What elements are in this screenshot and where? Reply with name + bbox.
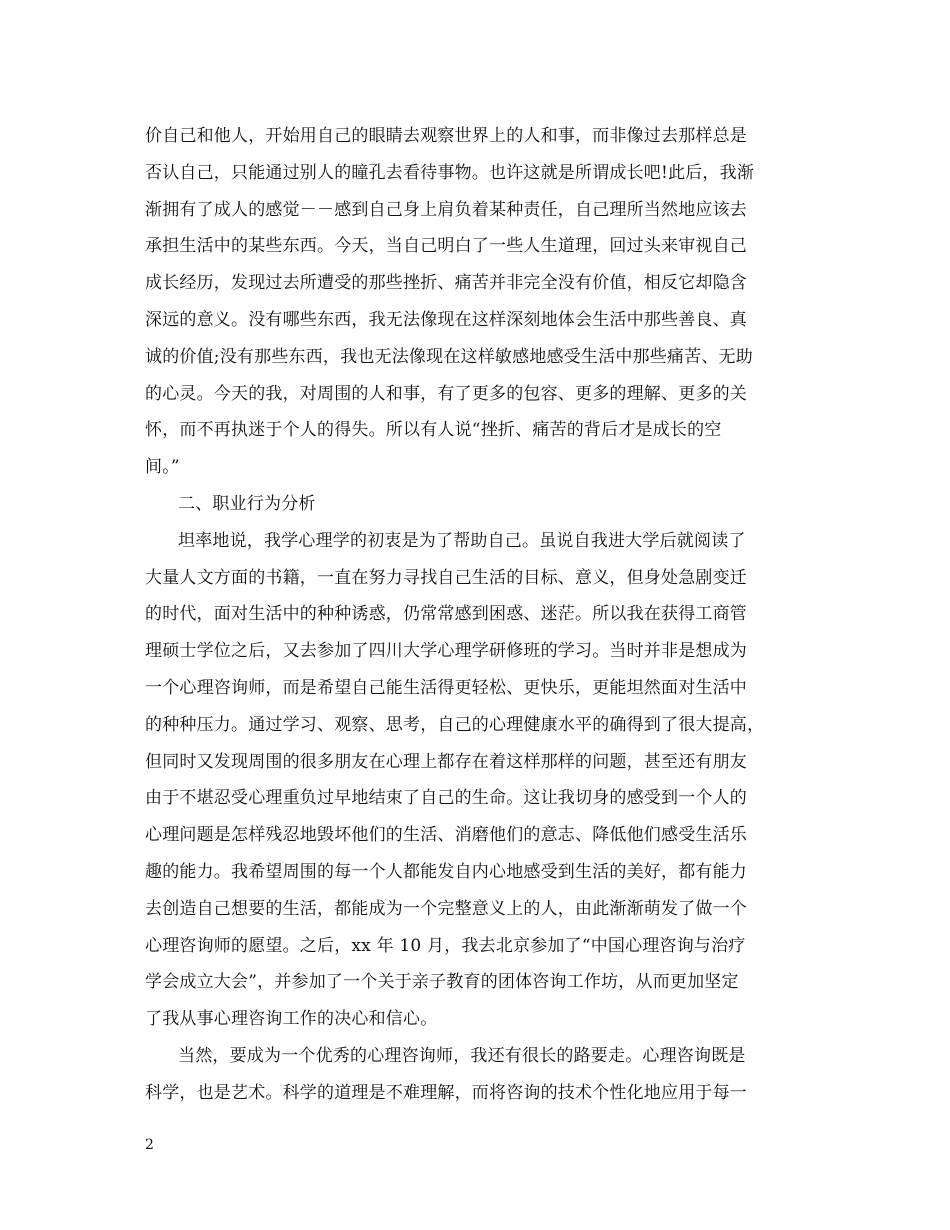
text-line: 心理咨询师的愿望。之后，xx 年 10 月，我去北京参加了“中国心理咨询与治疗: [145, 935, 746, 956]
text-line: 的心灵。今天的我，对周围的人和事，有了更多的包容、更多的理解、更多的关: [145, 383, 747, 404]
text-line: 的种种压力。通过学习、观察、思考，自己的心理健康水平的确得到了很大提高，: [145, 714, 765, 735]
text-line: 趣的能力。我希望周围的每一个人都能发自内心地感受到生活的美好，都有能力: [145, 861, 747, 882]
paragraph-first-line: 当然，要成为一个优秀的心理咨询师，我还有很长的路要走。心理咨询既是: [178, 1045, 746, 1066]
text-line: 科学，也是艺术。科学的道理是不难理解，而将咨询的技术个性化地应用于每一: [145, 1082, 747, 1103]
text-line: 由于不堪忍受心理重负过早地结束了自己的生命。这让我切身的感受到一个人的: [145, 788, 747, 809]
text-line: 成长经历，发现过去所遭受的那些挫折、痛苦并非完全没有价值，相反它却隐含: [145, 273, 747, 294]
text-line: 一个心理咨询师，而是希望自己能生活得更轻松、更快乐，更能坦然面对生活中: [145, 677, 747, 698]
text-line: 理硕士学位之后，又去参加了四川大学心理学研修班的学习。当时并非是想成为: [145, 641, 747, 662]
text-line: 学会成立大会”，并参加了一个关于亲子教育的团体咨询工作坊，从而更加坚定: [145, 972, 739, 993]
text-line: 诚的价值;没有那些东西，我也无法像现在这样敏感地感受生活中那些痛苦、无助: [145, 346, 753, 367]
text-line: 大量人文方面的书籍，一直在努力寻找自己生活的目标、意义，但身处急剧变迁: [145, 567, 747, 588]
text-line: 深远的意义。没有哪些东西，我无法像现在这样深刻地体会生活中那些善良、真: [145, 309, 747, 330]
text-line: 渐拥有了成人的感觉－－感到自己身上肩负着某种责任，自己理所当然地应该去: [145, 199, 747, 220]
paragraph-first-line: 坦率地说，我学心理学的初衷是为了帮助自己。虽说自我进大学后就阅读了: [178, 530, 746, 551]
text-line: 承担生活中的某些东西。今天，当自己明白了一些人生道理，回过头来审视自己: [145, 236, 747, 257]
text-line: 的时代，面对生活中的种种诱惑，仍常常感到困惑、迷茫。所以我在获得工商管: [145, 604, 747, 625]
section-heading: 二、职业行为分析: [178, 493, 316, 514]
text-line: 了我从事心理咨询工作的决心和信心。: [145, 1009, 438, 1030]
text-line: 怀，而不再执迷于个人的得失。所以有人说“挫折、痛苦的背后才是成长的空: [145, 420, 722, 441]
text-line: 心理问题是怎样残忍地毁坏他们的生活、消磨他们的意志、降低他们感受生活乐: [145, 825, 747, 846]
body-text: [145, 118, 810, 1112]
text-line: 间。”: [145, 457, 180, 478]
text-line: 但同时又发现周围的很多朋友在心理上都存在着这样那样的问题，甚至还有朋友: [145, 751, 747, 772]
text-line: 价自己和他人，开始用自己的眼睛去观察世界上的人和事，而非像过去那样总是: [145, 126, 747, 146]
text-line: 否认自己，只能通过别人的瞳孔去看待事物。也许这就是所谓成长吧!此后，我渐: [145, 162, 755, 183]
page-number: 2: [145, 1137, 154, 1153]
text-line: 去创造自己想要的生活，都能成为一个完整意义上的人，由此渐渐萌发了做一个: [145, 898, 747, 919]
